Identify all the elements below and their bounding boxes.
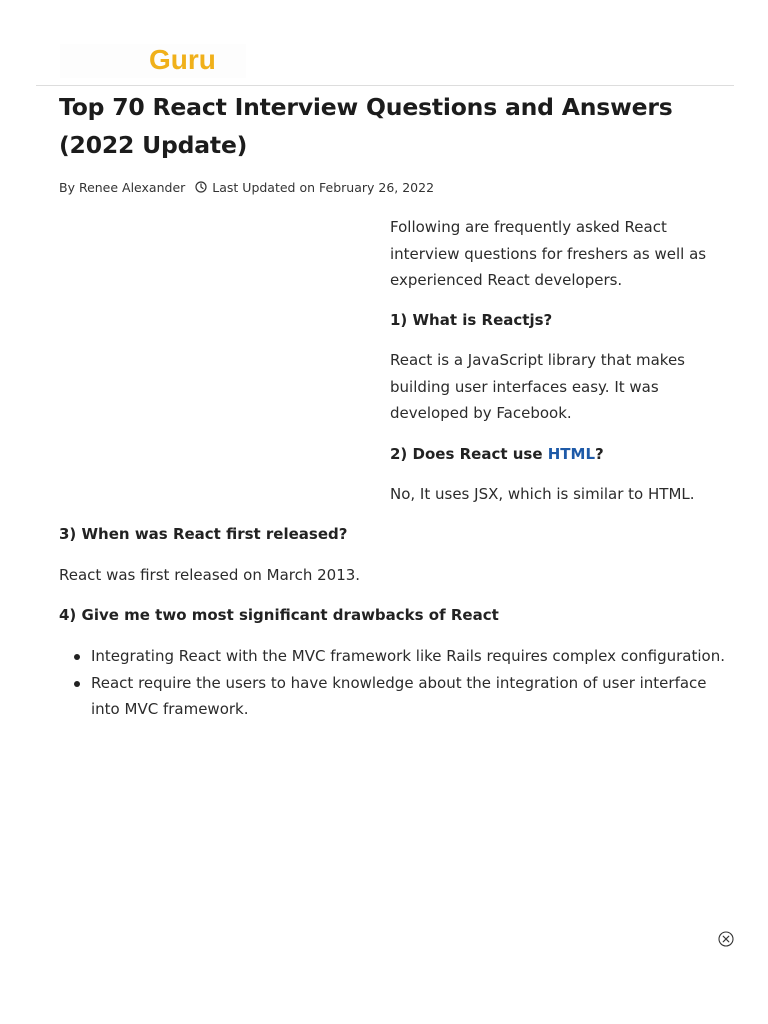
list-item: React require the users to have knowledge about the integration of user interface into MVC framework. bbox=[59, 670, 739, 723]
question-2-suffix: ? bbox=[595, 445, 604, 463]
article-meta bbox=[59, 178, 434, 196]
question-4: 4) Give me two most significant drawbacks of React bbox=[59, 606, 499, 624]
list-item: Integrating React with the MVC framework like Rails requires complex configuration. bbox=[59, 643, 739, 670]
header-divider bbox=[36, 85, 734, 86]
close-circle-icon[interactable] bbox=[718, 931, 734, 947]
site-logo[interactable]: Guru bbox=[149, 44, 216, 75]
answer-3: React was first released on March 2013. bbox=[59, 566, 361, 584]
html-link[interactable]: HTML bbox=[547, 445, 596, 463]
answer-2: No, It uses JSX, which is similar to HTML. bbox=[390, 485, 695, 503]
drawbacks-list bbox=[59, 643, 739, 723]
question-3: 3) When was React first released? bbox=[59, 525, 348, 543]
intro-paragraph: Following are frequently asked React interview questions for freshers as well as experienced React developers. bbox=[390, 218, 707, 289]
clock-icon bbox=[195, 181, 207, 193]
page-title: Top 70 React Interview Questions and Answers (2022 Update) bbox=[59, 93, 673, 159]
answer-1: React is a JavaScript library that makes building user interfaces easy. It was developed by Facebook. bbox=[390, 351, 685, 422]
question-2-text: 2) Does React use bbox=[390, 445, 548, 463]
last-updated: Last Updated on February 26, 2022 bbox=[212, 179, 435, 195]
question-2 bbox=[390, 441, 720, 468]
question-1: 1) What is Reactjs? bbox=[390, 311, 553, 329]
author-byline: By Renee Alexander bbox=[59, 179, 186, 195]
